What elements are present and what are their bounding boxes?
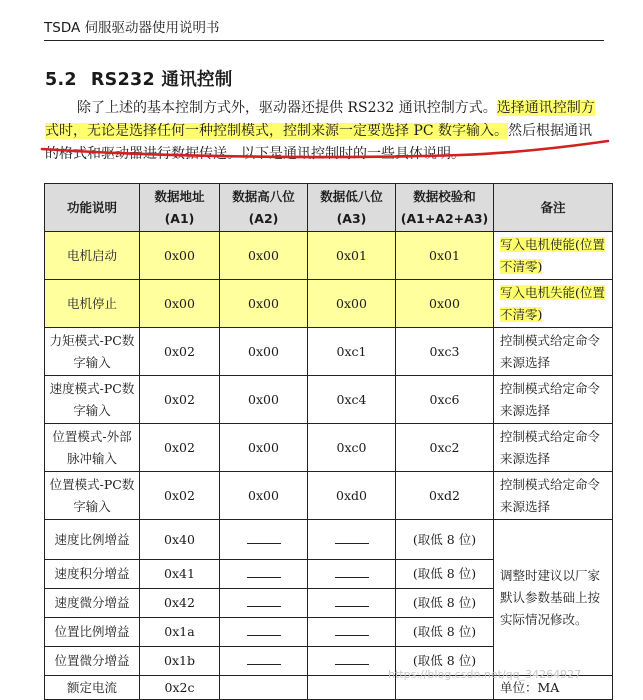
cell-addr: 0x40 [140,520,220,560]
cell-low: 0xc1 [308,328,396,376]
cell-high-blank [220,618,308,647]
cell-low-blank [308,647,396,676]
cell-note: 控制模式给定命令来源选择 [494,472,613,520]
cell-sum: 0xd2 [396,472,494,520]
cell-note: 控制模式给定命令来源选择 [494,328,613,376]
cell-addr: 0x2c [140,676,220,700]
cell-high-blank [220,520,308,560]
cell-high: 0x00 [220,424,308,472]
cell-low: 0xd0 [308,472,396,520]
command-table [44,183,613,700]
cell-low-blank [308,589,396,618]
cell-addr: 0x02 [140,328,220,376]
cell-addr: 0x1a [140,618,220,647]
cell-func: 速度比例增益 [45,520,140,560]
cell-low: 0xc0 [308,424,396,472]
table-row [45,280,613,328]
cell-func: 位置模式-PC数字输入 [45,472,140,520]
cell-high: 0x00 [220,232,308,280]
cell-low-blank [308,618,396,647]
cell-high-blank [220,589,308,618]
cell-note: 单位：MA [494,676,613,700]
cell-func: 位置模式-外部脉冲输入 [45,424,140,472]
cell-sum: (取低 8 位) [396,647,494,676]
cell-func: 位置比例增益 [45,618,140,647]
cell-func: 速度微分增益 [45,589,140,618]
table-row [45,520,613,560]
table-header-row [45,184,613,232]
cell-func: 速度模式-PC数字输入 [45,376,140,424]
cell-high: 0x00 [220,472,308,520]
cell-low-blank [308,560,396,589]
cell-addr: 0x41 [140,560,220,589]
watermark: https://blog.csdn.net/qq_34264927 [388,668,582,681]
table-row [45,232,613,280]
cell-func: 位置微分增益 [45,647,140,676]
section-number: 5.2 [45,70,77,90]
cell-sum: (取低 8 位) [396,618,494,647]
cell-low-blank [308,520,396,560]
table-row [45,472,613,520]
cell-addr: 0x02 [140,424,220,472]
cell-addr: 0x02 [140,472,220,520]
cell-sum: 0xc3 [396,328,494,376]
cell-low: 0x01 [308,232,396,280]
cell-sum: 0x01 [396,232,494,280]
cell-addr: 0x42 [140,589,220,618]
intro-paragraph [45,97,605,166]
cell-note: 写入电机失能(位置不清零) [494,280,613,328]
section-heading: RS232 通讯控制 [90,70,233,90]
cell-high-blank [220,560,308,589]
header-addr: 数据地址 (A1) [140,184,220,232]
cell-note: 控制模式给定命令来源选择 [494,376,613,424]
paragraph-highlight: 选择通讯控制方式时，无论是选择任何一种控制模式，控制来源一定要选择 PC 数字输入。 [45,100,595,139]
cell-note: 写入电机使能(位置不清零) [494,232,613,280]
cell-sum: (取低 8 位) [396,589,494,618]
cell-addr: 0x00 [140,232,220,280]
cell-addr: 0x1b [140,647,220,676]
cell-high [220,676,308,700]
cell-func: 额定电流 [45,676,140,700]
cell-addr: 0x00 [140,280,220,328]
cell-low [308,676,396,700]
cell-sum: (取低 8 位) [396,520,494,560]
cell-func: 力矩模式-PC数字输入 [45,328,140,376]
cell-high: 0x00 [220,376,308,424]
paragraph-part2: 然后根据通讯的格式和驱动器进行数据传送。以下是通讯控制时的一些具体说明。 [45,123,593,162]
cell-func: 电机停止 [45,280,140,328]
header-high: 数据高八位 (A2) [220,184,308,232]
table-row [45,376,613,424]
table-row [45,424,613,472]
cell-addr: 0x02 [140,376,220,424]
header-note: 备注 [494,184,613,232]
cell-note: 控制模式给定命令来源选择 [494,424,613,472]
section-title [45,66,233,91]
cell-sum: 0x00 [396,280,494,328]
cell-func: 速度积分增益 [45,560,140,589]
header-sum: 数据校验和 (A1+A2+A3) [396,184,494,232]
table-row [45,328,613,376]
cell-sum: 0xc6 [396,376,494,424]
cell-merged-note: 调整时建议以厂家默认参数基础上按实际情况修改。 [494,520,613,676]
cell-sum: 0xc2 [396,424,494,472]
cell-high: 0x00 [220,328,308,376]
cell-low: 0x00 [308,280,396,328]
document-header: TSDA 伺服驱动器使用说明书 [44,16,604,41]
cell-sum: (取低 8 位) [396,560,494,589]
cell-high: 0x00 [220,280,308,328]
header-func: 功能说明 [45,184,140,232]
cell-func: 电机启动 [45,232,140,280]
header-low: 数据低八位 (A3) [308,184,396,232]
cell-high-blank [220,647,308,676]
cell-low: 0xc4 [308,376,396,424]
paragraph-part1: 除了上述的基本控制方式外，驱动器还提供 RS232 通讯控制方式。 [77,100,497,116]
